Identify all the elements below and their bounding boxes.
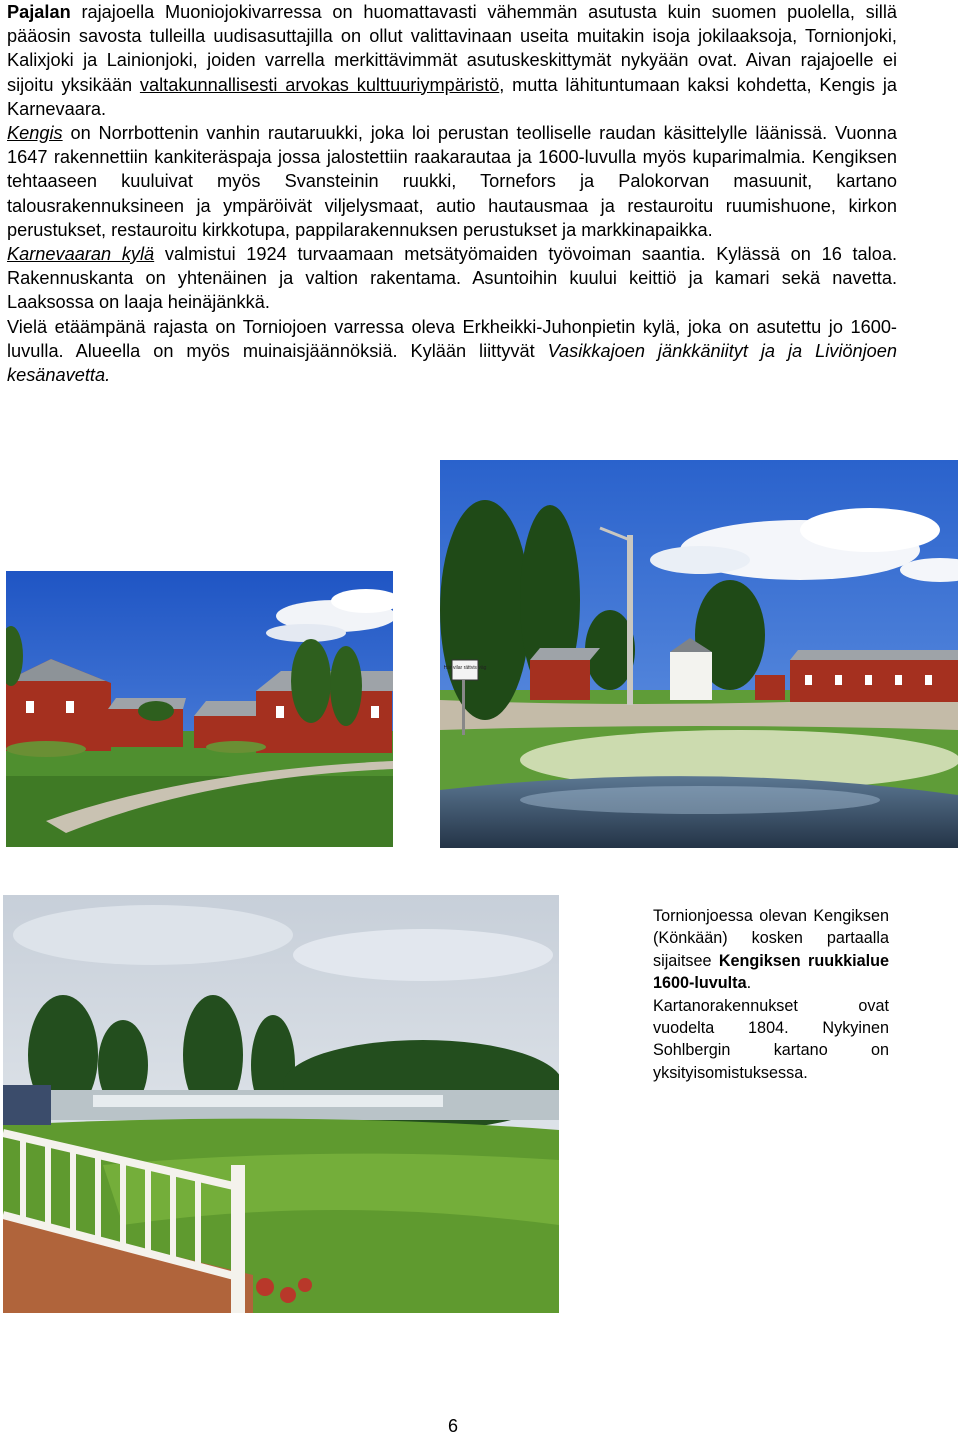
paragraph-text: , mutta lähituntumaan kaksi kohdetta, Kengis ja Karnevaara.	[7, 74, 898, 119]
caption-text: . Kartanorakennukset ovat vuodelta 1804. Nykyinen Sohlbergin kartano on yksityisomistuksessa.	[653, 974, 889, 1082]
link-kengis[interactable]: Kengis	[7, 123, 63, 144]
body-text	[7, 0, 897, 387]
paragraph-erkheikki	[7, 315, 897, 388]
photo-karnevaara-village	[6, 571, 393, 847]
caption-text: Tornionjoessa olevan Kengiksen (Könkään) kosken partaalla sijaitsee	[653, 907, 889, 970]
lead-word: Pajalan	[7, 2, 71, 22]
link-karnevaara[interactable]: Karnevaaran kylä	[7, 244, 155, 265]
paragraph-text: on Norrbottenin vanhin rautaruukki, joka loi perustan teolliselle raudan käsittelylle läänissä. Vuonna 1647 rakennettiin kankiteräspaja jossa jalostettiin raakarautaa ja 1600-luvulla myös kuparimalmia. Kengiksen tehtaaseen kuuluivat myös Svansteinin ruukki, Tornefors ja Palokorvan masuunit, kartano talousrakennuksineen ja ympäröivät viljelysmaat, autio hautausmaa ja restauroitu ruumishuone, kirkon perustukset, restauroitu kirkkotupa, pappilarakennuksen perustukset ja markkinapaikka.	[7, 123, 897, 240]
road-photo-graphic	[440, 460, 958, 848]
link-cultural-environment[interactable]: valtakunnallisesti arvokas kulttuuriympäristö	[139, 74, 500, 95]
photo-caption	[653, 905, 889, 1084]
paragraph-kengis	[7, 121, 897, 242]
paragraph-pajala	[7, 0, 897, 121]
paragraph-karnevaara	[7, 242, 897, 315]
paragraph-text: Vielä etäämpänä rajasta on Torniojoen varressa oleva Erkheikki-Juhonpietin kylä, joka on asutettu jo 1600-luvulla. Alueella on myös muinaisjäännöksiä. Kylään liittyvät	[7, 316, 897, 361]
road-sign-text: Här vilar rättvis väg	[443, 665, 487, 671]
river-photo-graphic	[3, 895, 559, 1313]
paragraph-text: valmistui 1924 turvaamaan metsätyömaiden työvoiman saantia. Kylässä on 16 taloa. Rakennuskanta on yhtenäinen ja valtion rakentama. Asuntoihin kuului keittiö ja kamari sekä navetta. Laaksossa on laaja heinäjänkkä.	[7, 244, 897, 313]
page-number: 6	[447, 1416, 458, 1436]
caption-bold-text: Kengiksen ruukkialue 1600-luvulta	[653, 951, 889, 993]
paragraph-text: rajajoella Muoniojokivarressa on huomattavasti vähemmän asutusta kuin suomen puolella, sillä pääosin savosta tulleilla uudisasuttajilla on ollut valittavinaan useita muitakin isoja jokilaaksoja, Tornionjoki, Kalixjoki ja Lainionjoki, joiden varrella merkittävimmät asutuskeskittymät nykyään ovat. Aivan rajajoelle ei sijoitu yksikään	[7, 2, 897, 95]
village-photo-graphic	[6, 571, 393, 847]
photo-kengis-river-rapids	[3, 895, 559, 1313]
paragraph-italic-text: Vasikkajoen jänkkäniityt ja ja Liviönjoen kesänavetta.	[7, 340, 897, 386]
photo-kengis-road	[440, 460, 958, 848]
